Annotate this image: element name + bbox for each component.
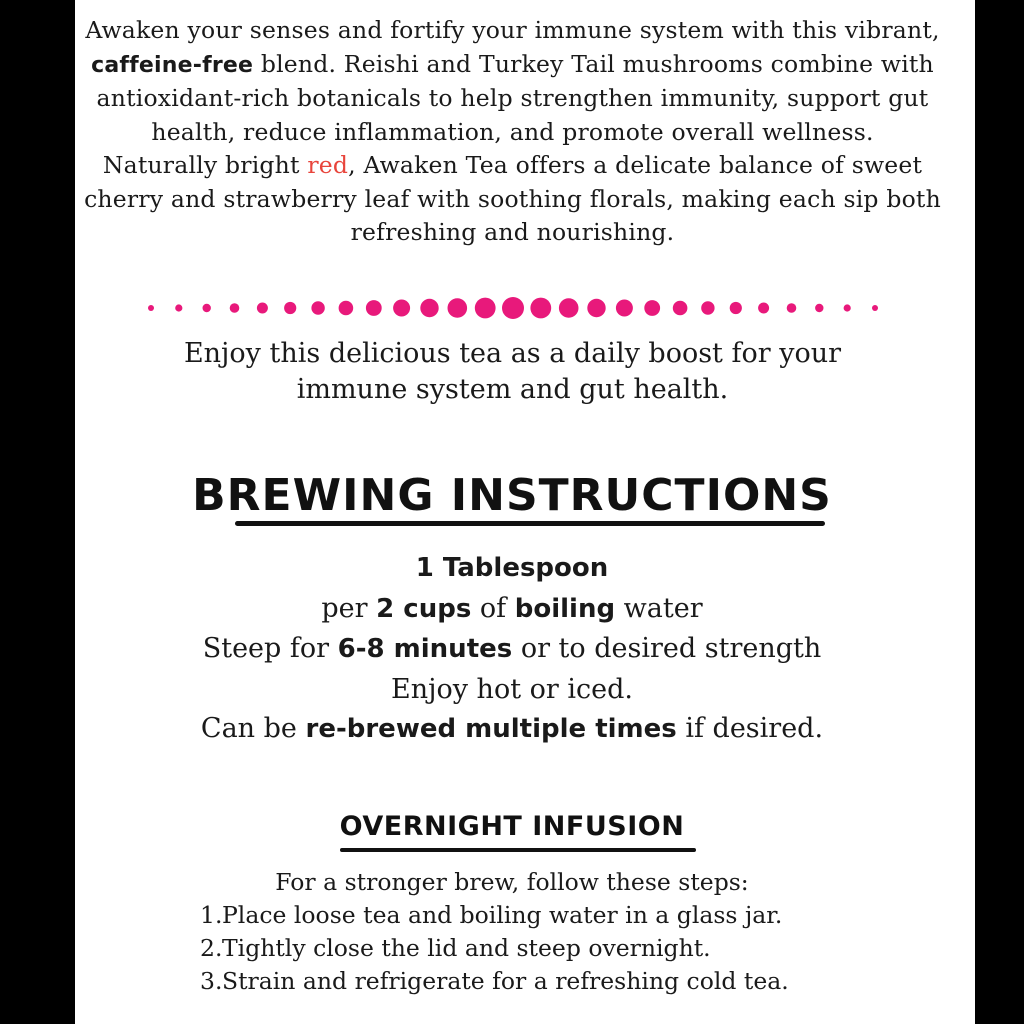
divider-dot bbox=[366, 300, 382, 316]
brew-amount bbox=[0, 548, 1024, 589]
brew-serve: Enjoy hot or iced. bbox=[391, 673, 633, 705]
rebrew-emphasis: re-brewed multiple times bbox=[305, 714, 677, 744]
step-text: Strain and refrigerate for a refreshing cold tea. bbox=[222, 967, 789, 995]
brew-steep bbox=[0, 629, 1024, 670]
red-highlight: red bbox=[307, 151, 349, 179]
divider-dot bbox=[339, 301, 354, 316]
list-item bbox=[200, 932, 960, 965]
divider-dot bbox=[284, 302, 296, 314]
brewing-heading: BREWING INSTRUCTIONS bbox=[192, 470, 832, 521]
divider-dot bbox=[502, 297, 524, 319]
divider-dot bbox=[175, 304, 182, 311]
brew-text: if desired. bbox=[676, 713, 824, 744]
step-text: Place loose tea and boiling water in a glass jar. bbox=[222, 901, 783, 929]
divider-dot bbox=[758, 303, 769, 314]
brew-water bbox=[0, 589, 1024, 630]
divider-dot bbox=[559, 298, 579, 318]
list-item bbox=[200, 965, 960, 998]
divider-dot bbox=[787, 303, 797, 313]
divider-dot bbox=[673, 301, 688, 316]
divider-dot bbox=[420, 299, 438, 317]
tea-card bbox=[75, 0, 975, 1024]
enjoy-line: immune system and gut health. bbox=[296, 374, 729, 405]
pink-dot-divider bbox=[143, 294, 883, 322]
amount-emphasis: 1 Tablespoon bbox=[415, 553, 609, 583]
step-number: 3. bbox=[200, 967, 223, 995]
divider-dot bbox=[203, 304, 211, 312]
divider-dot bbox=[644, 300, 660, 316]
minutes-emphasis: 6-8 minutes bbox=[337, 634, 513, 664]
description bbox=[75, 14, 950, 250]
divider-dot bbox=[587, 299, 605, 317]
caffeine-free-emphasis: caffeine-free bbox=[91, 52, 254, 78]
description-text: Awaken your senses and fortify your immune system with this vibrant, bbox=[85, 16, 940, 44]
brew-text: or to desired strength bbox=[512, 633, 822, 664]
description-text: blend. Reishi and Turkey Tail mushrooms combine with antioxidant-rich botanicals to help strengthen immunity, support gut health, reduce inflammation, and promote overall wellness. bbox=[96, 49, 934, 146]
step-text: Tightly close the lid and steep overnight. bbox=[222, 934, 711, 962]
divider-dot bbox=[844, 304, 851, 311]
step-number: 2. bbox=[200, 934, 223, 962]
enjoy-line: Enjoy this delicious tea as a daily boost for your bbox=[183, 338, 842, 369]
overnight-underline bbox=[340, 848, 696, 852]
description-text: , Awaken Tea offers a delicate balance of sweet cherry and strawberry leaf with soothing florals, making each sip both refreshing and nourishing. bbox=[84, 151, 941, 246]
brew-text: per bbox=[321, 592, 377, 624]
cups-emphasis: 2 cups bbox=[376, 593, 472, 624]
brewing-underline bbox=[235, 521, 825, 526]
divider-dot bbox=[448, 298, 468, 318]
brew-text: water bbox=[615, 592, 703, 624]
brew-text: of bbox=[471, 592, 515, 624]
brew-rebrew bbox=[0, 709, 1024, 750]
divider-dot bbox=[393, 300, 410, 317]
divider-dot bbox=[701, 301, 714, 314]
step-number: 1. bbox=[200, 901, 223, 929]
divider-dot bbox=[475, 298, 496, 319]
divider-dot bbox=[530, 298, 551, 319]
brewing-instructions bbox=[0, 548, 1024, 750]
description-paragraph-2 bbox=[75, 149, 950, 250]
description-paragraph-1 bbox=[75, 14, 950, 149]
divider-dot bbox=[815, 304, 823, 312]
divider-dot bbox=[616, 300, 633, 317]
list-item bbox=[200, 899, 960, 932]
enjoy-tagline bbox=[75, 336, 950, 408]
overnight-intro: For a stronger brew, follow these steps: bbox=[275, 868, 749, 896]
divider-dot bbox=[311, 301, 324, 314]
divider-dot bbox=[230, 303, 240, 313]
description-text: Naturally bright bbox=[102, 151, 308, 179]
overnight-steps bbox=[200, 899, 960, 998]
divider-dot bbox=[148, 305, 154, 311]
boiling-emphasis: boiling bbox=[514, 593, 616, 624]
divider-dot bbox=[872, 305, 878, 311]
brew-text: Steep for bbox=[202, 633, 338, 664]
divider-dot bbox=[257, 303, 268, 314]
brew-text: Can be bbox=[200, 713, 306, 744]
divider-dot bbox=[730, 302, 742, 314]
overnight-heading: OVERNIGHT INFUSION bbox=[339, 811, 685, 842]
